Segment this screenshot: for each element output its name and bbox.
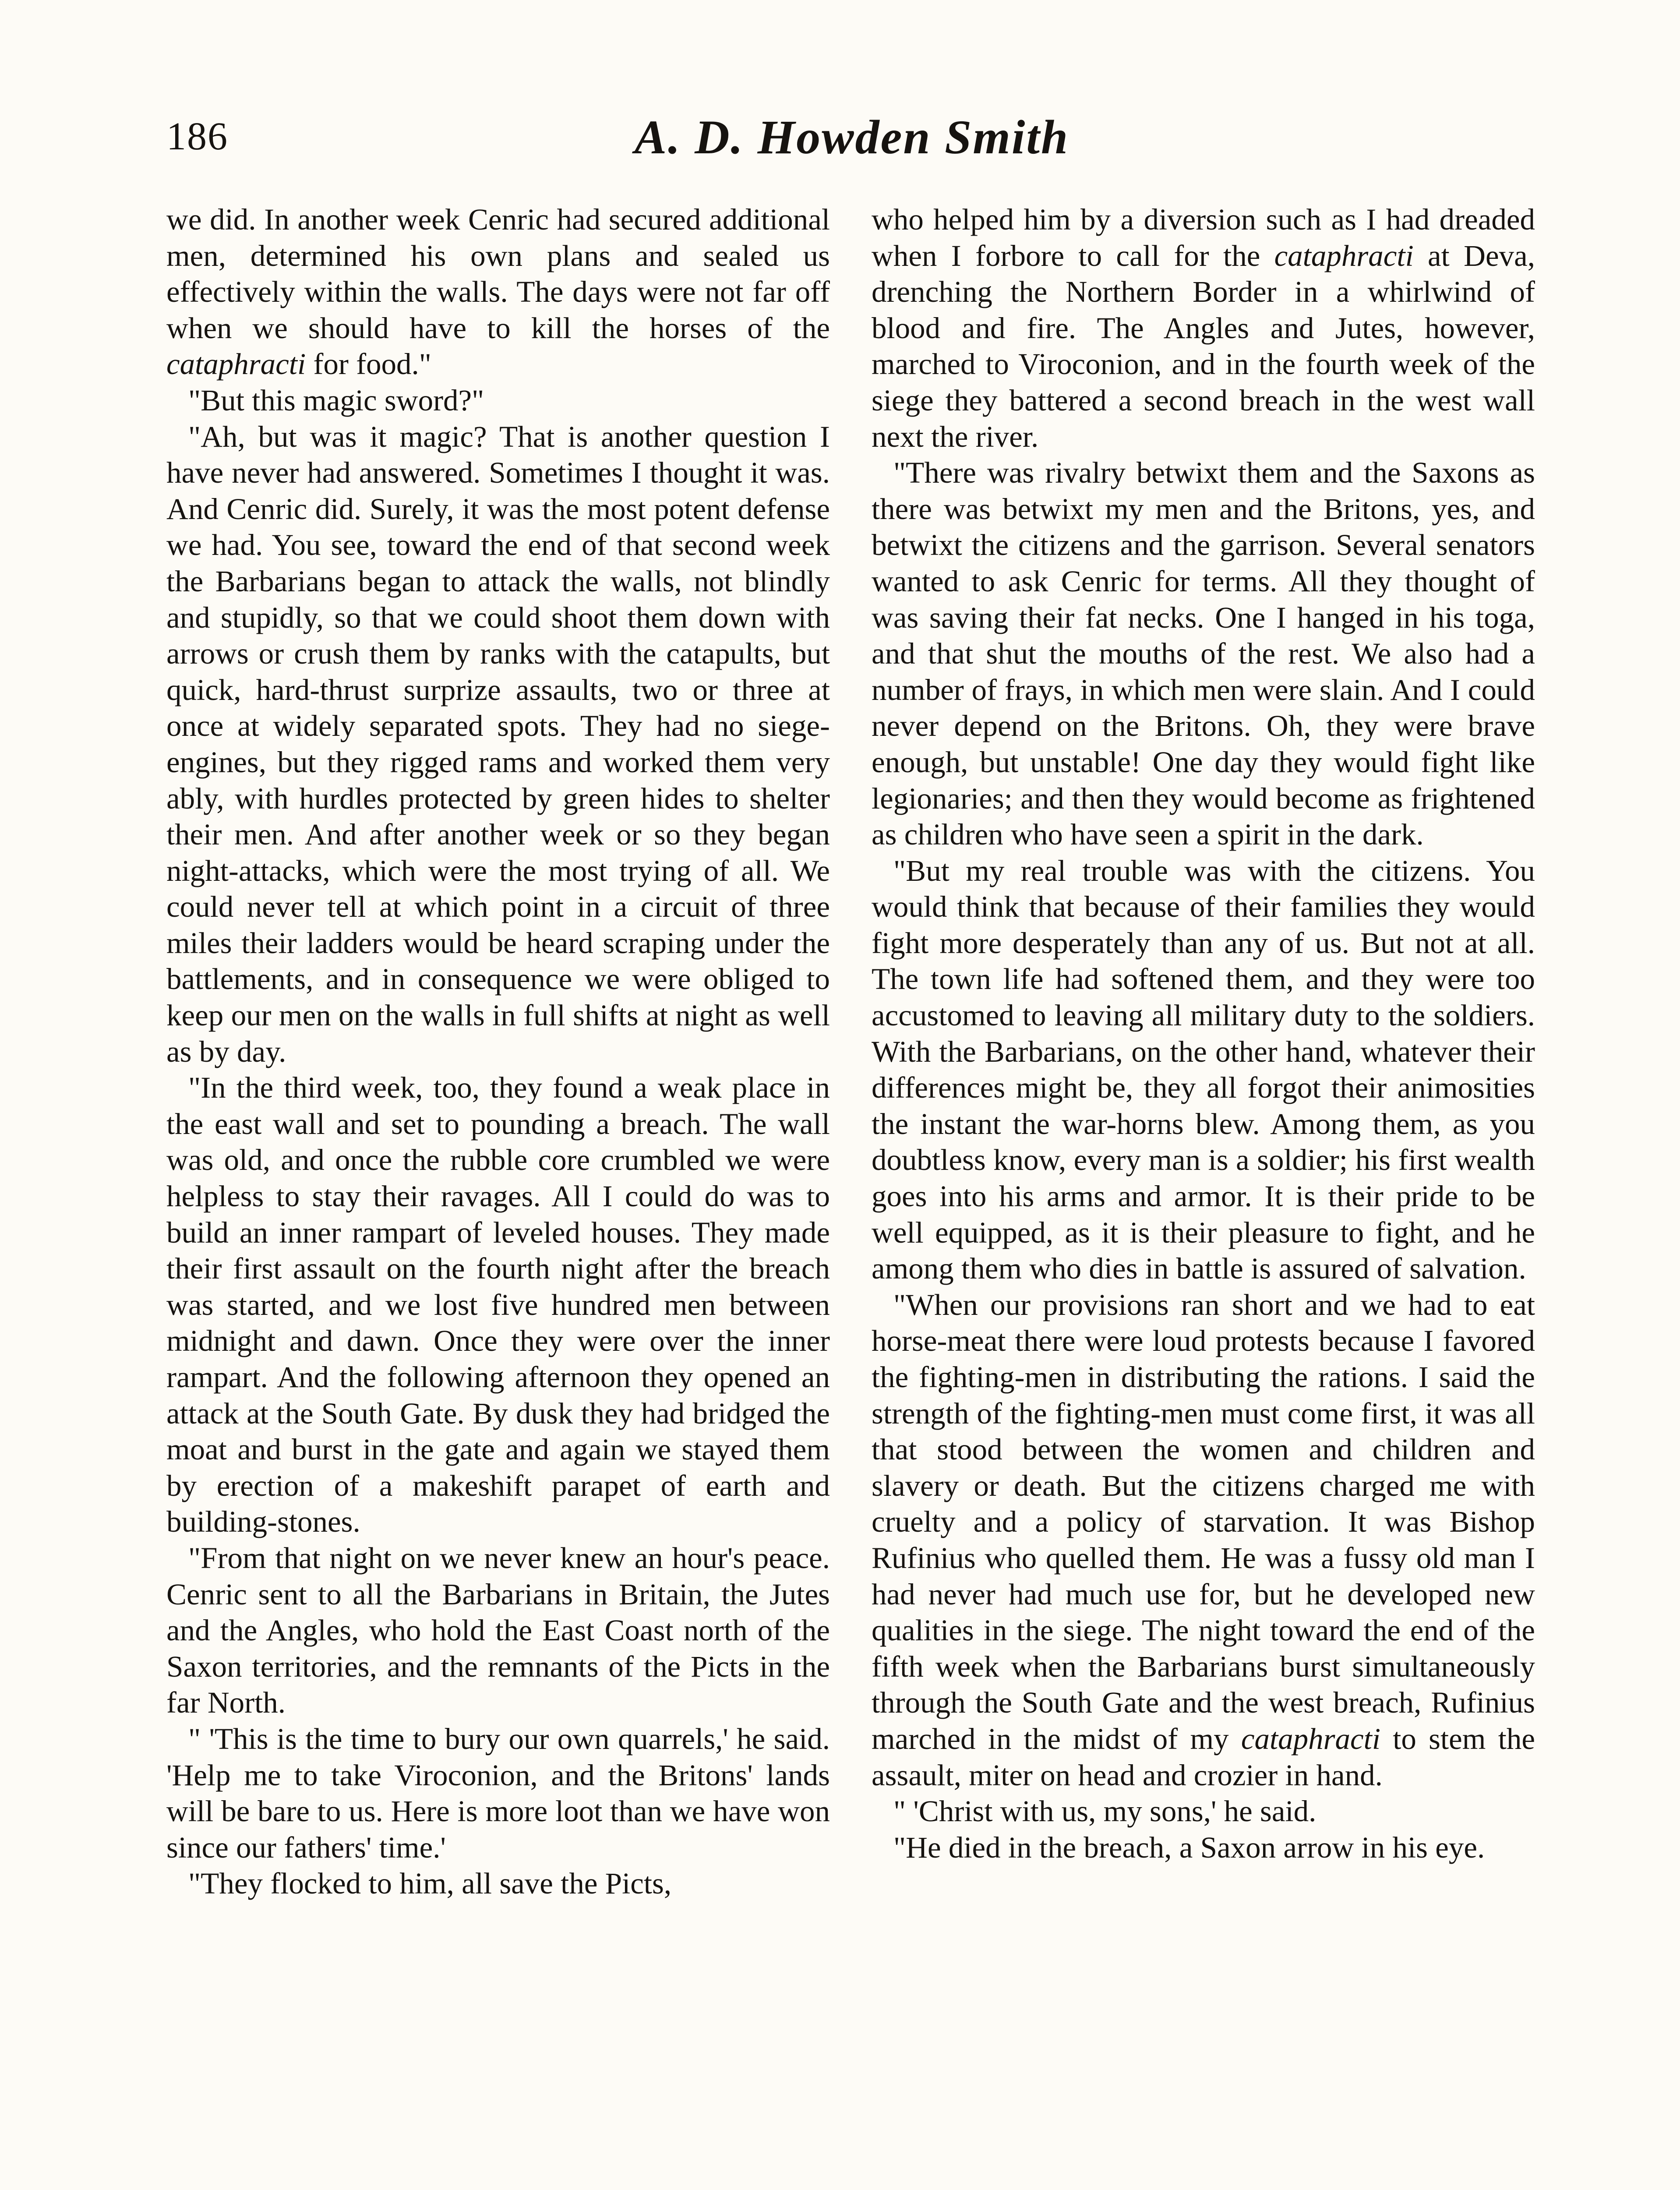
italic-term: cataphracti <box>1241 1722 1381 1756</box>
paragraph <box>166 419 830 1070</box>
italic-term: cataphracti <box>1274 239 1414 272</box>
paragraph <box>166 1070 830 1540</box>
text-run: we did. In another week Cenric had secured additional men, determined his own plans and sealed us effectively within the walls. The days were not far off when we should have to kill the horses of the <box>166 203 830 345</box>
paragraph <box>872 455 1535 853</box>
text-run: "They flocked to him, all save the Picts, <box>188 1867 672 1900</box>
right-column <box>872 201 1535 1865</box>
text-run: to stem the assault, miter on head and crozier in hand. <box>872 1722 1535 1792</box>
text-run: "Ah, but was it magic? That is another question I have never had answered. Sometimes I thought it was. And Cenric did. Surely, it was the most potent defense we had. You see, toward the end of that second week the Barbarians began to attack the walls, not blindly and stupidly, so that we could shoot them down with arrows or crush them by ranks with the catapults, but quick, hard-thrust surprize assaults, two or three at once at widely separated spots. They had no siege-engines, but they rigged rams and worked them very ably, with hurdles protected by green hides to shelter their men. And after another week or so they began night-attacks, which were the most trying of all. We could never tell at which point in a circuit of three miles their ladders would be heard scraping under the battlements, and in consequence we were obliged to keep our men on the walls in full shifts at night as well as by day. <box>166 420 830 1068</box>
italic-term: cataphracti <box>166 347 306 381</box>
paragraph <box>872 1287 1535 1793</box>
text-run: at Deva, drenching the Northern Border in a whirlwind of blood and fire. The Angles and Jutes, however, marched to Viroconion, and in the fourth week of the siege they battered a second breach in the west wall next the river. <box>872 239 1535 453</box>
text-run: for food." <box>306 347 431 381</box>
page-number: 186 <box>166 115 228 158</box>
text-run: "He died in the breach, a Saxon arrow in his eye. <box>893 1830 1485 1864</box>
page-header <box>166 96 1537 184</box>
paragraph <box>166 382 830 419</box>
paragraph <box>166 1721 830 1865</box>
running-head: A. D. Howden Smith <box>634 110 1069 164</box>
left-column <box>166 201 830 1902</box>
paragraph <box>872 201 1535 455</box>
paragraph <box>166 1865 830 1902</box>
paragraph <box>872 1793 1535 1830</box>
paragraph <box>872 853 1535 1287</box>
text-run: "But my real trouble was with the citizens. You would think that because of their families they would fight more desperately than any of us. But not at all. The town life had softened them, and they were too accustomed to leaving all military duty to the soldiers. With the Barbarians, on the other hand, whatever their differences might be, they all forgot their animosities the instant the war-horns blew. Among them, as you doubtless know, every man is a soldier; his first wealth goes into his arms and armor. It is their pride to be well equipped, as it is their pleasure to fight, and he among them who dies in battle is assured of salvation. <box>872 854 1535 1286</box>
text-run: " 'Christ with us, my sons,' he said. <box>893 1794 1316 1828</box>
paragraph <box>166 201 830 382</box>
paragraph <box>166 1540 830 1721</box>
paragraph <box>872 1830 1535 1866</box>
text-run: "From that night on we never knew an hour's peace. Cenric sent to all the Barbarians in Britain, the Jutes and the Angles, who hold the East Coast north of the Saxon territories, and the remnants of the Picts in the far North. <box>166 1541 830 1720</box>
text-run: "There was rivalry betwixt them and the Saxons as there was betwixt my men and the Britons, yes, and betwixt the citizens and the garrison. Several senators wanted to ask Cenric for terms. All they thought of was saving their fat necks. One I hanged in his toga, and that shut the mouths of the rest. We also had a number of frays, in which men were slain. And I could never depend on the Britons. Oh, they were brave enough, but unstable! One day they would fight like legionaries; and then they would become as frightened as children who have seen a spirit in the dark. <box>872 456 1535 851</box>
text-run: who helped him by a diversion such as I had dreaded when I forbore to call for the <box>872 203 1535 272</box>
text-run: "But this magic sword?" <box>188 383 484 417</box>
article-body <box>166 201 1537 2190</box>
text-run: " 'This is the time to bury our own quarrels,' he said. 'Help me to take Viroconion, and the Britons' lands will be bare to us. Here is more loot than we have won since our fathers' time.' <box>166 1722 830 1864</box>
text-run: "When our provisions ran short and we had to eat horse-meat there were loud protests because I favored the fighting-men in distributing the rations. I said the strength of the fighting-men must come first, it was all that stood between the women and children and slavery or death. But the citizens charged me with cruelty and a policy of starvation. It was Bishop Rufinius who quelled them. He was a fussy old man I had never had much use for, but he developed new qualities in the siege. The night toward the end of the fifth week when the Barbarians burst simultaneously through the South Gate and the west breach, Rufinius marched in the midst of my <box>872 1288 1535 1756</box>
text-run: "In the third week, too, they found a weak place in the east wall and set to pounding a breach. The wall was old, and once the rubble core crumbled we were helpless to stay their ravages. All I could do was to build an inner rampart of leveled houses. They made their first assault on the fourth night after the breach was started, and we lost five hundred men between midnight and dawn. Once they were over the inner rampart. And the following afternoon they opened an attack at the South Gate. By dusk they had bridged the moat and burst in the gate and again we stayed them by erection of a makeshift parapet of earth and building-stones. <box>166 1071 830 1539</box>
